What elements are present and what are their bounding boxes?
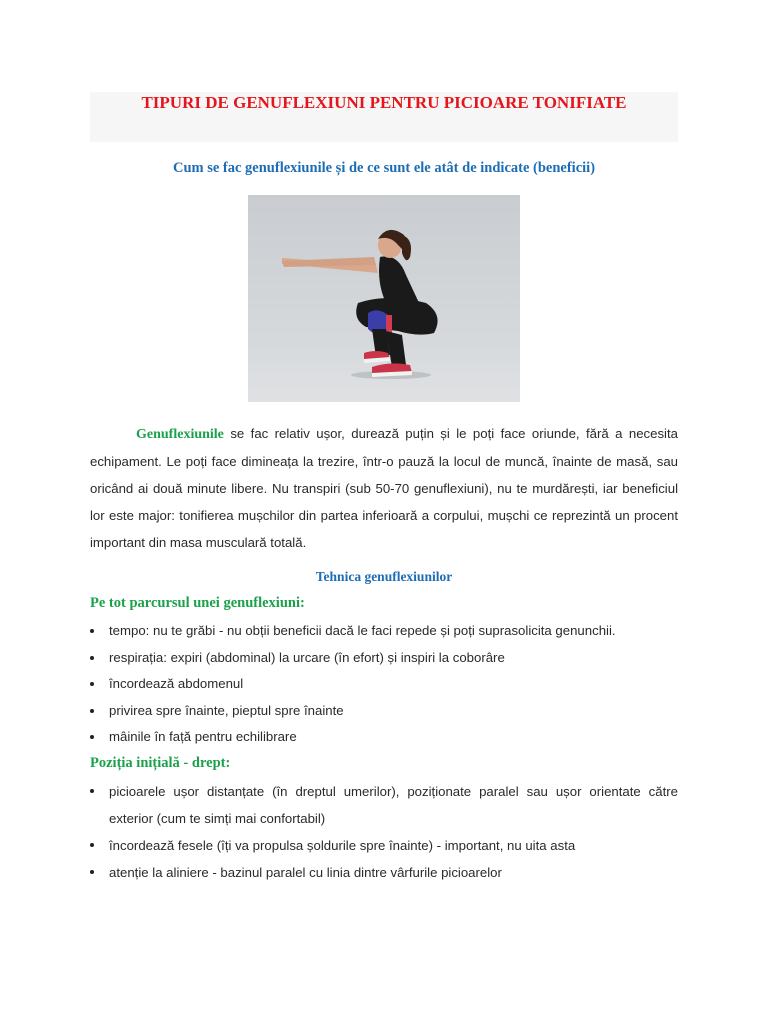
intro-text: se fac relativ ușor, durează puțin și le poți face oriunde, fără a necesita echipament. Le poți face dimineața la trezire, într-o pauză la locul de muncă, înainte de masă, sau oricând ai două minute libere. Nu transpiri (sub 50-70 genuflexiuni), nu te murdărești, iar beneficiul lor este major: tonifierea mușchilor din partea inferioară a corpului, mușchi ce reprezintă un procent important din masa musculară totală.	[90, 426, 678, 550]
group2-heading: Poziția inițială - drept:	[90, 755, 231, 771]
group1-heading: Pe tot parcursul unei genuflexiuni:	[90, 595, 305, 611]
group1-list	[90, 618, 678, 751]
intro-lead-word: Genuflexiunile	[136, 427, 224, 442]
list-item: mâinile în față pentru echilibrare	[90, 724, 678, 751]
page-title: TIPURI DE GENUFLEXIUNI PENTRU PICIOARE TONIFIATE	[141, 93, 627, 112]
list-item: privirea spre înainte, pieptul spre înainte	[90, 698, 678, 725]
subtitle: Cum se fac genuflexiunile și de ce sunt ele atât de indicate (beneficii)	[172, 160, 596, 176]
group2-list	[90, 778, 678, 886]
intro-paragraph	[90, 420, 678, 556]
list-item: tempo: nu te grăbi - nu obții beneficii dacă le faci repede și poți suprasolicita genunchii.	[90, 618, 678, 645]
list-item: picioarele ușor distanțate (în dreptul umerilor), poziționate paralel sau ușor orientate către exterior (cum te simți mai confortabil)	[90, 778, 678, 832]
list-item: atenție la aliniere - bazinul paralel cu linia dintre vârfurile picioarelor	[90, 859, 678, 886]
list-item: încordează fesele (îți va propulsa șoldurile spre înainte) - important, nu uita asta	[90, 832, 678, 859]
section-title: Tehnica genuflexiunilor	[315, 569, 453, 584]
woman-squat-photo	[248, 195, 520, 402]
list-item: respirația: expiri (abdominal) la urcare (în efort) și inspiri la coborâre	[90, 645, 678, 672]
list-item: încordează abdomenul	[90, 671, 678, 698]
